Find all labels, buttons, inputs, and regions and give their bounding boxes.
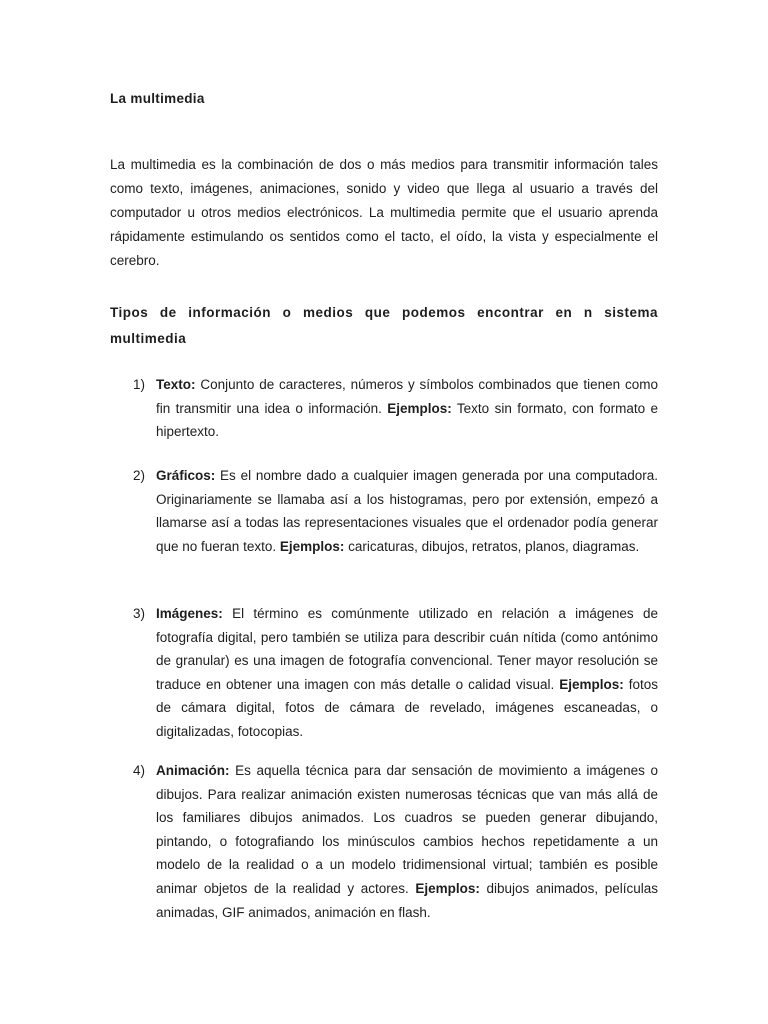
list-item-text: El término es comúnmente utilizado en relación a imágenes de fotografía digital, pero también se utiliza para describir cuán nítida (como antónimo de granular) es una imagen de fotografía convencional. Tener mayor resolución se traduce en obtener una imagen con más detalle o calidad visual.: [156, 606, 658, 692]
list-item: [110, 464, 658, 558]
examples-text: caricaturas, dibujos, retratos, planos, diagramas.: [344, 538, 640, 554]
list-number: 2): [133, 468, 146, 483]
list-number: 3): [133, 606, 146, 621]
document-title: La multimedia: [110, 91, 205, 106]
list-number: 1): [133, 377, 146, 392]
list-item-text: Conjunto de caracteres, números y símbolos combinados que tienen como fin transmitir una idea o información.: [156, 377, 658, 416]
list-item-term: Animación:: [156, 763, 230, 778]
list-number: 4): [133, 763, 146, 778]
list-item-text: Es aquella técnica para dar sensación de movimiento a imágenes o dibujos. Para realizar animación existen numerosas técnicas que van más allá de los familiares dibujos animados. Los cuadros se pueden generar dibujando, pintando, o fotografiando los minúsculos cambios hechos repetidamente a un modelo de la realidad o a un modelo tridimensional virtual; también es posible animar objetos de la realidad y actores.: [156, 763, 658, 896]
examples-label: Ejemplos:: [415, 880, 480, 896]
examples-label: Ejemplos:: [279, 538, 345, 554]
list-item-body: [156, 464, 658, 558]
examples-text: dibujos animados, películas animadas, GIF animados, animación en flash.: [156, 880, 658, 920]
list-item: [110, 373, 658, 444]
list-item-body: [156, 759, 658, 924]
intro-paragraph: La multimedia es la combinación de dos o más medios para transmitir información tales como texto, imágenes, animaciones, sonido y video que llega al usuario a través del computador u otros medios electrónicos. La multimedia permite que el usuario aprenda rápidamente estimulando os sentidos como el tacto, el oído, la vista y especialmente el cerebro.: [110, 157, 658, 268]
list-item-body: [156, 602, 658, 744]
list-item: [110, 602, 658, 744]
examples-text: fotos de cámara digital, fotos de cámara de revelado, imágenes escaneadas, o digitalizadas, fotocopias.: [156, 676, 658, 739]
list-item: [110, 759, 658, 924]
section-heading: Tipos de información o medios que podemos encontrar en n sistema multimedia: [110, 305, 658, 346]
examples-label: Ejemplos:: [387, 400, 452, 416]
examples-text: Texto sin formato, con formato e hipertexto.: [156, 400, 658, 440]
list-item-term: Texto:: [156, 377, 196, 392]
list-item-body: [156, 373, 658, 444]
examples-label: Ejemplos:: [559, 676, 624, 692]
list-item-term: Imágenes:: [156, 606, 223, 621]
list-item-term: Gráficos:: [156, 468, 216, 483]
list-item-text: Es el nombre dado a cualquier imagen generada por una computadora. Originariamente se llamaba así a los histogramas, pero por extensión, empezó a llamarse así a todas las representaciones visuales que el ordenador podía generar que no fueran texto.: [156, 468, 658, 554]
